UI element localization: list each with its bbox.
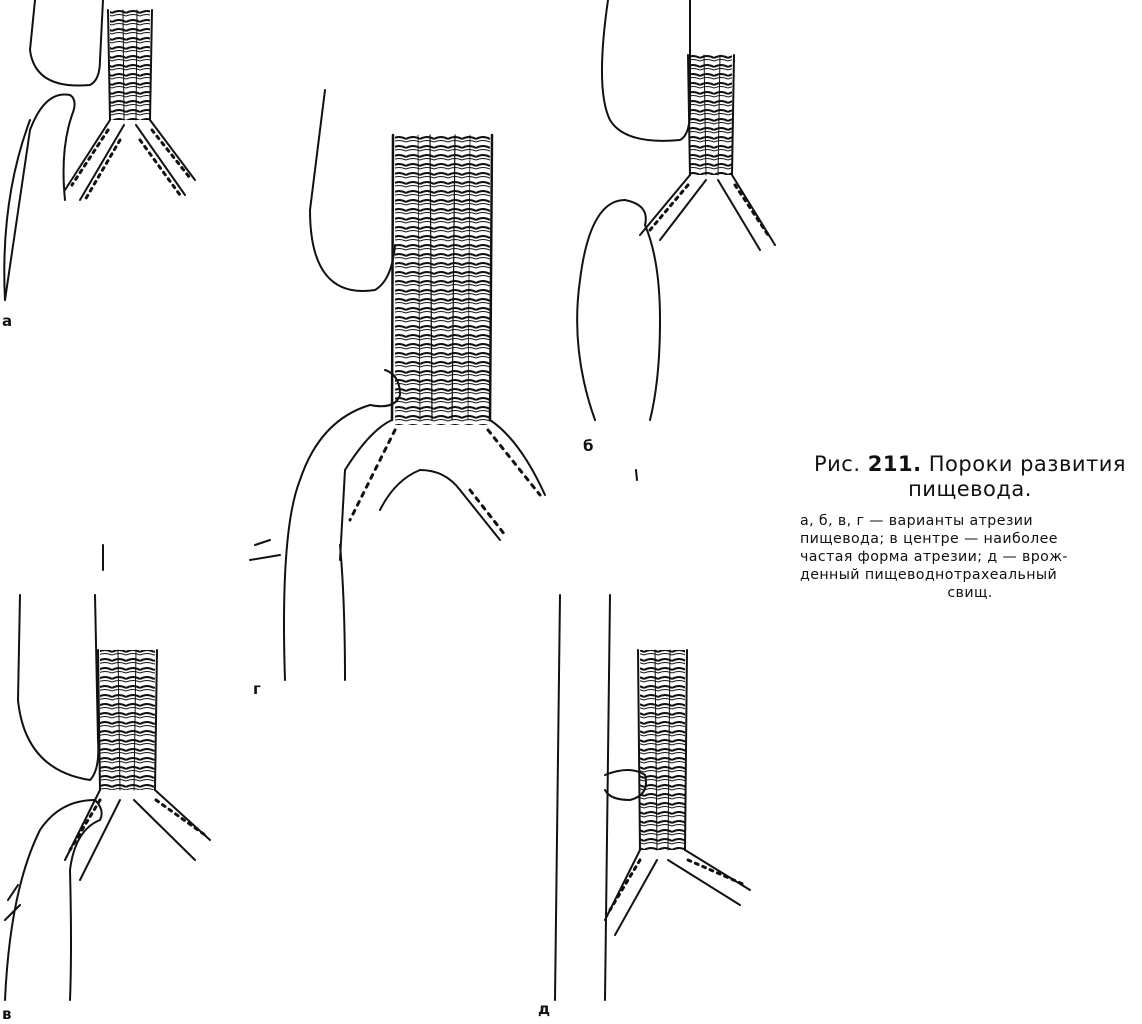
panel-label-b: б [583, 437, 594, 455]
caption-line-3: частая форма атрезии; д — врож- [800, 549, 1068, 565]
caption-line-1: а, б, в, г — варианты атрезии [800, 513, 1034, 529]
caption-title-line2: пищевода. [908, 477, 1032, 501]
panel-a-drawing [4, 0, 195, 300]
panel-label-v: в [2, 1005, 12, 1023]
panel-b-drawing [577, 0, 775, 480]
panel-v-drawing [5, 545, 210, 1000]
caption-line-2: пищевода; в центре — наиболее [800, 531, 1058, 547]
panel-label-d: д [538, 1000, 551, 1018]
panel-g-drawing [250, 90, 545, 680]
panel-d-drawing [555, 595, 750, 1000]
caption-number: 211. [867, 452, 922, 476]
caption-title-rest: Пороки развития [928, 452, 1126, 476]
panel-a-trachea [65, 10, 195, 200]
caption-line-4: денный пищеводнотрахеальный [800, 567, 1058, 583]
caption-prefix: Рис. [814, 452, 861, 476]
caption-body [800, 512, 1140, 602]
caption-title [800, 452, 1140, 502]
panel-label-a: а [2, 312, 13, 330]
figure-caption [800, 452, 1140, 602]
caption-line-5: свищ. [947, 585, 993, 601]
panel-label-g: г [253, 680, 261, 698]
